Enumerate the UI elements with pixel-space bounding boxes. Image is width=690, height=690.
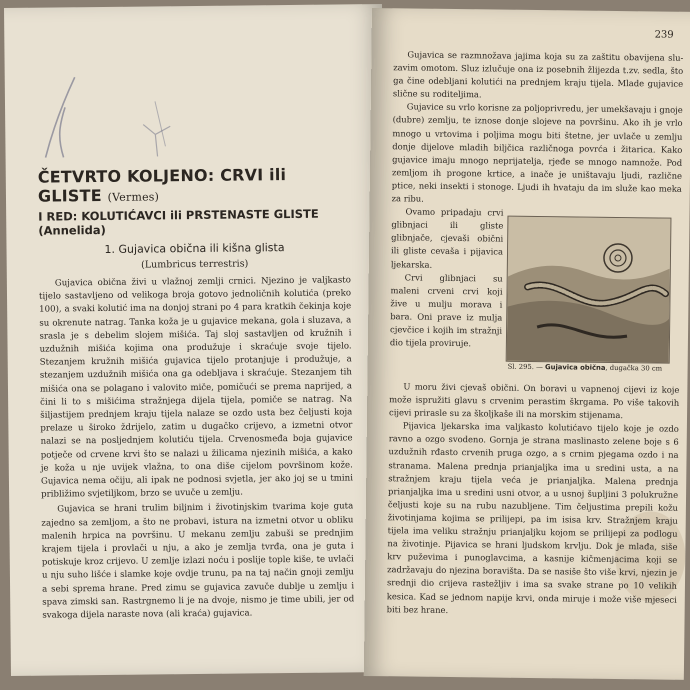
paragraph: Gujavice su vrlo korisne za poljoprivredu, jer umekšavaju i gnoje (dubre) zemlju, te iznose donje slojeve na površinu. Ako ih je vrlo mnogo u vrtovima i poljima mogu biti štetne, jer uvlače u zemlju donje dijelove mladih biljčica različnoga povrća i žitarica. Kako gujavice imaju mnogo neprijatelja, rjeđe se mnogo namnože. Pod zemljom ih progone krtice, a inače je uništavaju ljudi, različne ptice, neki insekti i stonoge. Ljudi ih hvataju da im služe kao meka za ribu. <box>391 101 683 204</box>
left-page <box>4 4 389 676</box>
figure-size: , dugačka 30 cm <box>605 363 663 373</box>
figure-title: Gujavica obična <box>544 363 606 372</box>
chapter-title: ČETVRTO KOLJENO: CRVI ili GLISTE <box>37 165 287 206</box>
paragraph: U moru živi cjevaš obični. On boravi u vapnenoj cijevi iz koje može ispružiti glavu s crvenim perastim škrgama. Po više takovih cijevi prirasle su za školjkaše ili na morskim stijenama. <box>388 381 680 421</box>
earthworm-drawing <box>507 217 671 363</box>
pencil-mark-v <box>45 77 76 157</box>
section-title: 1. Gujavica obična ili kišna glista <box>104 241 285 256</box>
chapter-heading <box>38 164 350 205</box>
figure-number: Sl. 295. — <box>507 362 543 372</box>
right-page-text-bottom <box>387 380 680 619</box>
right-page <box>364 8 690 680</box>
page-number: 239 <box>654 29 674 41</box>
left-page-text <box>38 164 355 623</box>
figure-caption <box>508 363 668 373</box>
section-latin-name: (Lumbricus terrestris) <box>141 258 249 271</box>
open-book <box>0 8 690 676</box>
paragraph: Gujavica se hrani trulim biljnim i životinjskim tvarima koje guta zajedno sa zemljom, a što ne probavi, istura na izmetni otvor u obliku malenih hrpica na površinu. U mekanu zemlju zabuši se prednjim krajem tijela i provlači u nju, a ako je zemlja tvrđa, ona je guta i potiskuje kroz crijevo. U zemlje izlazi noću i poslije tople kiše, te uvlači u nju suho lišće i slamke koje ovdje trunu, pa na taj način gnoji zemlju a sebi sprema hrane. Pred zimu se gujavica zavuče dublje u zemlju i spava zimski san. Rastrgnemo li je na dvoje, nismo je time ubili, jer od svakoga dijela naraste nova (ali kraća) gujavica. <box>41 501 355 621</box>
paragraph: Crvi glibnjaci su maleni crveni crvi koji žive u mulju morava i bara. Oni prave iz mulja cjevčice i kojih im stražnji dio tijela proviruje. <box>389 272 503 349</box>
paragraph: Gujavica obična živi u vlažnoj zemlji crnici. Njezino je valjkasto tijelo sastavljeno od velikoga broja gotovo jednoličnih kolutića (preko 100), a svaki kolutić ima na donjoj strani po 4 para kratkih čekinja koje su okrenute natrag. Tanka koža je u gujavice mekana, gola i sluzava, a srasla je s debelim slojem mišića. Taj sloj sastavljen od kružnih i uzdužnih mišića kojima ona produžuje i skraćuje svoje tijelo. Stezanjem kružnih mišića gujavica tijelo protanjuje i produžuje, a stezanjem uzdužnih mišića ona ga odebljava i skraćuje. Stezanjem tih mišića ona se polagano i valovito miče, pomičući se prema naprijed, a čini li to s mišićima stražnjega dijela tijela, pomiče se natrag. Na šiljastijem prednjem kraju tijela nalaze se ozdo usta bez čeljusti koja prelaze u široko ždrijelo, zatim u dugačko crijevo, a izmetni otvor nalazi se na posljednjem kolutiću tijela. Crvenosmeđa boja gujavice potječe od crvene krvi što se nalazi u žilicama njezinih mišića, a kako je koža u nje uvijek vlažna, to ona diše cijelom površinom kože. Gujavica nema očiju, ali ipak ne podnosi svjetla, jer ako joj se u tmini približimo svjetiljkom, brzo se uvuče u zemlju. <box>38 275 353 500</box>
pencil-stroke <box>155 101 165 146</box>
paragraph: Ovamo pripadaju crvi glibnjaci ili gliste glibnjače, cjevaši obični ili gliste cevaša i pijavica ljekarska. <box>390 206 504 270</box>
paragraph: Pijavica ljekarska ima valjkasto kolutićavo tijelo koje je ozdo ravno a ozgo svodeno. Gornja je strana maslinasto zelene boje s 6 uzdužnih rđasto crvenih pruga ozgo, a s crnim pjegama ozdo i na stranama. Malena prednja prianjaljka ima u sredini usta, a na stražnjem kraju tijela veća je prianjaljka. Malena prednja prianjaljka ima u sredini usni otvor, a u usnoj šupljini 3 polukružne čeljusti koje su na rubu nazubljene. Tim čeljustima prepili kožu životinjama kojima se prilijepi, pa im isisa krv. Stražnjem kraju tijela ima veliku stražnju prianjaljku kojom se prilijepi za podlogu na životinje. Pijavica se hrani ljudskom krvlju. Dok je mlađa, siše krv puževima i punoglavcima, a kasnije kičmenjacima koji se zadržavaju do njezina boravišta. Da se nasiše što više krvi, njezin je srednji dio crijeva rastežljiv i ima sa svake strane po 10 velikih kesica. Kad se jednom napije krvi, onda miruje i može više mjeseci biti bez hrane. <box>386 420 679 615</box>
chapter-title-latin: (Vermes) <box>107 190 160 204</box>
earthworm-illustration <box>506 216 672 364</box>
pencil-mark-k <box>143 124 170 156</box>
order-title: I RED: KOLUTIĆAVCI ili PRSTENASTE GLISTE (Annelida) <box>38 206 319 238</box>
paragraph: Gujavica se razmnožava jajima koja su za zaštitu obavijena slu-zavim omotom. Sluz izlučuje ona iz posebnih žlijezda t.zv. sedla, što ga čine odebljani kolutići na prednjem kraju tijela. Mlade gujavice slične su roditeljima. <box>392 49 684 100</box>
